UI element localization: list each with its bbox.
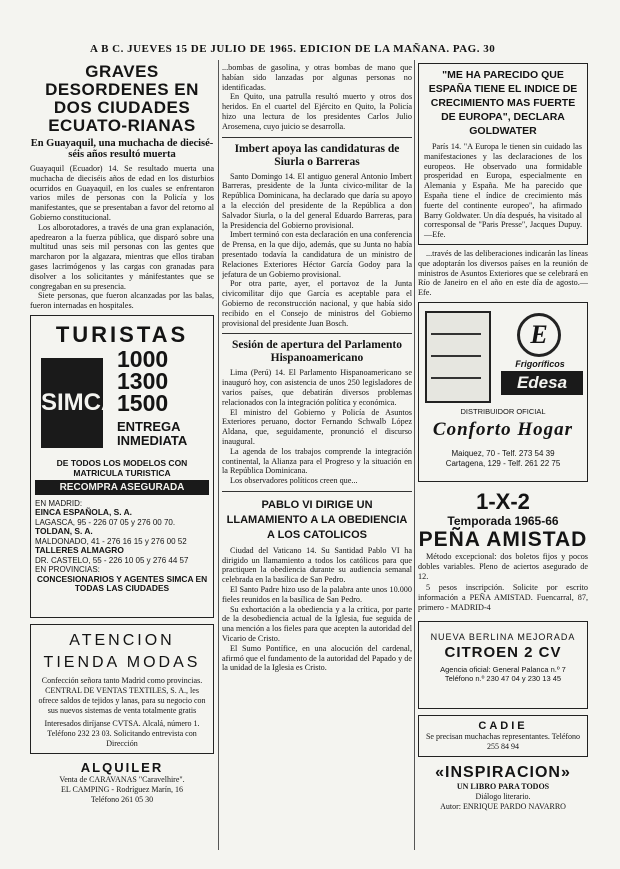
alquiler-line: Venta de CARAVANAS "Caravelhire". — [59, 774, 185, 784]
divider — [222, 137, 412, 138]
divider — [222, 491, 412, 492]
model-number: 1300 — [117, 367, 169, 394]
goldwater-box — [418, 63, 588, 245]
region-label: EN PROVINCIAS: — [35, 565, 100, 575]
model-number: 1500 — [117, 389, 169, 416]
subhead-guayaquil: En Guayaquil, una muchacha de diecisé-séis años resultó muerta — [30, 138, 214, 160]
dealer-list — [35, 499, 209, 594]
cadie-title: CADIE — [478, 719, 528, 732]
headline-ecuador: GRAVES DESORDENES EN DOS CIUDADES ECUATO-RIANAS — [45, 63, 199, 135]
edesa-logo: E — [517, 313, 561, 357]
alquiler-line: EL CAMPING - Rodríguez Marín, 16 — [61, 784, 183, 794]
quiniela-signs: 1-X-2 — [476, 488, 530, 514]
inspiracion-author: Autor: ENRIQUE PARDO NAVARRO — [440, 801, 566, 811]
article-paragraph: Guayaquil (Ecuador) 14. Se resultado muerta una muchacha de dieciséis años de edad en los disturbios ocurridos en Guayaquil, en los cuales se enfrentaron varios miles de personas con la Policía y los manifestantes, que se presentaban a favor del retorno al Gobierno constitucional. — [30, 164, 214, 222]
ad-citroen — [418, 621, 588, 709]
inspiracion-sub: UN LIBRO PARA TODOS — [456, 781, 550, 791]
column-2 — [222, 63, 412, 673]
fridge-address — [419, 449, 587, 469]
article-paragraph: Su exhortación a la obediencia y a la crítica, por parte de la desobediencia actual de la Iglesia, fue seguida de una mención a los fieles para que acepten la autoridad del Vicario de Cristo. — [222, 604, 412, 644]
dealer-address: MALDONADO, 41 - 276 16 15 y 276 00 52 — [35, 536, 187, 546]
ad-edesa — [418, 302, 588, 482]
alquiler-title: ALQUILER — [80, 759, 164, 775]
article-paragraph: En Quito, una patrulla resultó muerto y otros dos heridos. En el cuartel del Ejército en Quito, la Policía hizo una lectura de los presidentes Carlos Julio Arosemena, cuyo juicio se desarrolla. — [222, 92, 412, 131]
simca-logo: SIMCA — [41, 358, 103, 448]
frigorificos-label: Frigoríficos — [515, 358, 565, 369]
address-line: Maiquez, 70 - Telf. 273 54 39 — [451, 448, 555, 458]
column-rule — [218, 60, 219, 850]
citroen-model: CITROEN 2 CV — [444, 643, 562, 661]
tienda-modas: TIENDA MODAS — [43, 653, 201, 671]
ad-simca-models — [35, 345, 209, 458]
inspiracion-title: «INSPIRACION» — [435, 763, 571, 781]
inspiracion-sub2: Diálogo literario. — [475, 791, 531, 801]
article-paragraph: ...través de las deliberaciones indicarán las líneas que adoptarán los diversos países en la reunión de ministros de Asuntos Exteriores que se celebrará en Río de Janeiro en el año en este día de agosto.—Efe. — [418, 248, 588, 298]
dealer-name: EINCA ESPAÑOLA, S. A. — [35, 507, 132, 518]
fridge-shelf — [431, 355, 481, 357]
article-paragraph: Los alborotadores, a través de una gran explanación, apedrearon a la fuerza pública, que disparó sobre una multitud unas seis mil personas con las gentes que marcharon por la algazara, mientras que ellos tiraban gases lacrimógenos y las cargas con granadas para disolver a los solicitantes y mánifestantes que se congregaban en su presencia. — [30, 222, 214, 291]
article-paragraph: Imbert terminó con esta declaración en una conferencia de Prensa, en la que dijo, además, que su Junta no había presentado todavía la candidatura de un ministro de Relaciones Exteriores Héctor García Godoy para la jefatura de un Gobierno provisional. — [222, 230, 412, 279]
ad-cadie — [418, 715, 588, 757]
temporada: Temporada 1965-66 — [447, 513, 559, 528]
region-label: EN MADRID: — [35, 498, 83, 508]
alquiler-line: Teléfono 261 05 30 — [90, 794, 154, 804]
article-paragraph: Lima (Perú) 14. El Parlamento Hispanoamericano se inauguró hoy, con asistencia de unos 250 legisladores de varios países, que debatirán diversos problemas relacionados con la integración política y económica. — [222, 368, 412, 407]
column-1 — [30, 63, 214, 805]
goldwater-body: París 14. "A Europa le tienen sin cuidado las manifestaciones y las declaraciones de los europeos. He observado una formidable prosperidad en Europa, especialmente en Alemania y España. Me ha parecido que España tiene el índice de crecimiento más fuerte del continente europeo", ha afirmado Barry Goldwater. Un día después, ha visitado al corresponsal de "Paris Presse", Jacques Dupuy.—Efe. — [424, 142, 582, 240]
todos-modelos: DE TODOS LOS MODELOS CON MATRICULA TURISTICA — [56, 457, 188, 478]
dealer-name: TOLDAN, S. A. — [35, 526, 93, 537]
headline-sesion: Sesión de apertura del Parlamento Hispanoamericano — [232, 339, 402, 365]
atencion-body: Confección señora tanto Madrid como provincias. CENTRAL DE VENTAS TEXTILES, S. A., les ofrece saldos de tejidos y lanas, para su negocio con sus nuevos sistemas de venta totalmente gratis — [38, 675, 206, 715]
ad-atencion — [30, 624, 214, 754]
column-rule — [414, 60, 415, 850]
article-paragraph: ...bombas de gasolina, y otras bombas de mano que habían sido lanzadas por algunas personas no identificadas. — [222, 63, 412, 92]
column-3 — [418, 63, 588, 812]
cadie-body: Se precisan muchachas representantes. Teléfono 255 84 94 — [425, 731, 581, 751]
edesa-brand: Edesa — [501, 371, 583, 395]
concesionarios: CONCESIONARIOS Y AGENTES SIMCA EN TODAS LAS CIUDADES — [36, 573, 208, 594]
fridge-shelf — [431, 377, 481, 379]
conforto-hogar: Conforto Hogar — [432, 418, 574, 440]
ad-quiniela — [418, 490, 588, 613]
quiniela-info: 5 pesos inscripción. Solicite por escrito información a PEÑA AMISTAD. Fuencarral, 87, primero - MADRID-4 — [418, 583, 588, 612]
article-paragraph: La agenda de los trabajos comprende la integración continental, la Alianza para el Progreso y la situación en la República Dominicana. — [222, 446, 412, 476]
quiniela-body: Método excepcional: dos boletos fijos y pocos dobles variables. Pleno de aciertos asegurado de 12. — [418, 551, 588, 581]
article-paragraph: Por otra parte, ayer, el portavoz de la Junta civicomilitar dijo que García es aceptable para el Gobierno de reconstrucción nacional, y que había sido recibido en el Consejo de ministros del Gobierno provisional del presidente Juan Bosch. — [222, 279, 412, 328]
article-paragraph: Los observadores políticos creen que... — [230, 476, 358, 486]
goldwater-headline: "ME HA PARECIDO QUE ESPAÑA TIENE EL INDICE DE CRECIMIENTO MAS FUERTE DE EUROPA", DECLARA GOLDWATER — [428, 69, 578, 137]
ad-simca-title: TURISTAS — [55, 321, 189, 347]
pena-amistad: PEÑA AMISTAD — [418, 527, 588, 551]
dealer-address: LAGASCA, 95 - 226 07 05 y 276 00 70. — [35, 517, 176, 527]
article-paragraph: El ministro del Gobierno y Policía de Asuntos Exteriores peruano, doctor Fernando Schwalb López Aldana, que, seguidamente, pronunció el discurso inaugural. — [222, 407, 412, 446]
distribuidor-label: DISTRIBUIDOR OFICIAL — [460, 406, 546, 416]
dealer-name: TALLERES ALMAGRO — [35, 545, 124, 556]
citroen-nueva: NUEVA BERLINA MEJORADA — [430, 631, 576, 642]
masthead: A B C. JUEVES 15 DE JULIO DE 1965. EDICION DE LA MAÑANA. PAG. 30 — [90, 43, 496, 55]
ad-simca — [30, 315, 214, 618]
address-line: Cartagena, 129 - Telf. 261 22 75 — [445, 458, 561, 468]
headline-imbert: Imbert apoya las candidaturas de Siurla o Barreras — [234, 142, 400, 168]
entrega-inmediata: ENTREGA INMEDIATA — [117, 418, 188, 448]
fridge-shelf — [431, 333, 481, 335]
article-paragraph: Ciudad del Vaticano 14. Su Santidad Pablo VI ha dirigido un llamamiento a todos los católicos para que practiquen la obediencia durante su audiencia semanal celebrada en la basílica de San Pedro. — [222, 545, 412, 585]
atencion-title: ATENCION — [69, 631, 175, 649]
headline-pablo: PABLO VI DIRIGE UN LLAMAMIENTO A LA OBEDIENCIA A LOS CATOLICOS — [226, 498, 408, 541]
citroen-phones: Teléfono n.º 230 47 04 y 230 13 45 — [444, 673, 562, 683]
recompra-banner: RECOMPRA ASEGURADA — [35, 480, 209, 495]
citroen-agency: Agencia oficial: General Palanca n.º 7 — [440, 664, 566, 674]
atencion-contact: Interesados diríjanse CVTSA. Alcalá, número 1. Teléfono 232 23 03. Solicitando entrevista con Dirección — [44, 718, 200, 748]
model-number: 1000 — [117, 345, 169, 372]
ad-inspiracion — [418, 763, 588, 812]
article-paragraph: El Sumo Pontífice, en una alocución del cardenal, afirmó que el fundamento de la autoridad del Papado y de la unidad de la Iglesia es Cristo. — [222, 643, 412, 673]
dealer-address: DR. CASTELO, 55 - 226 10 05 y 276 44 57 — [35, 555, 189, 565]
article-paragraph: El Santo Padre hizo uso de la palabra ante unos 10.000 fieles reunidos en la basílica de San Pedro. — [222, 585, 412, 604]
model-list — [117, 345, 169, 416]
fridge-image — [425, 311, 491, 403]
divider — [222, 333, 412, 334]
article-paragraph: Siete personas, que fueron alcanzadas por las balas, fueron internadas en hospitales. — [30, 291, 214, 311]
article-paragraph: Santo Domingo 14. El antiguo general Antonio Imbert Barreras, presidente de la Junta civico-militar de la República Dominicana, ha declarado que daría su apoyo a la elección del presidente de la República a don Salvador Siurla, o la del general Eduardo Barreras, para la Presidencia del Gobierno provisional. — [222, 171, 412, 230]
